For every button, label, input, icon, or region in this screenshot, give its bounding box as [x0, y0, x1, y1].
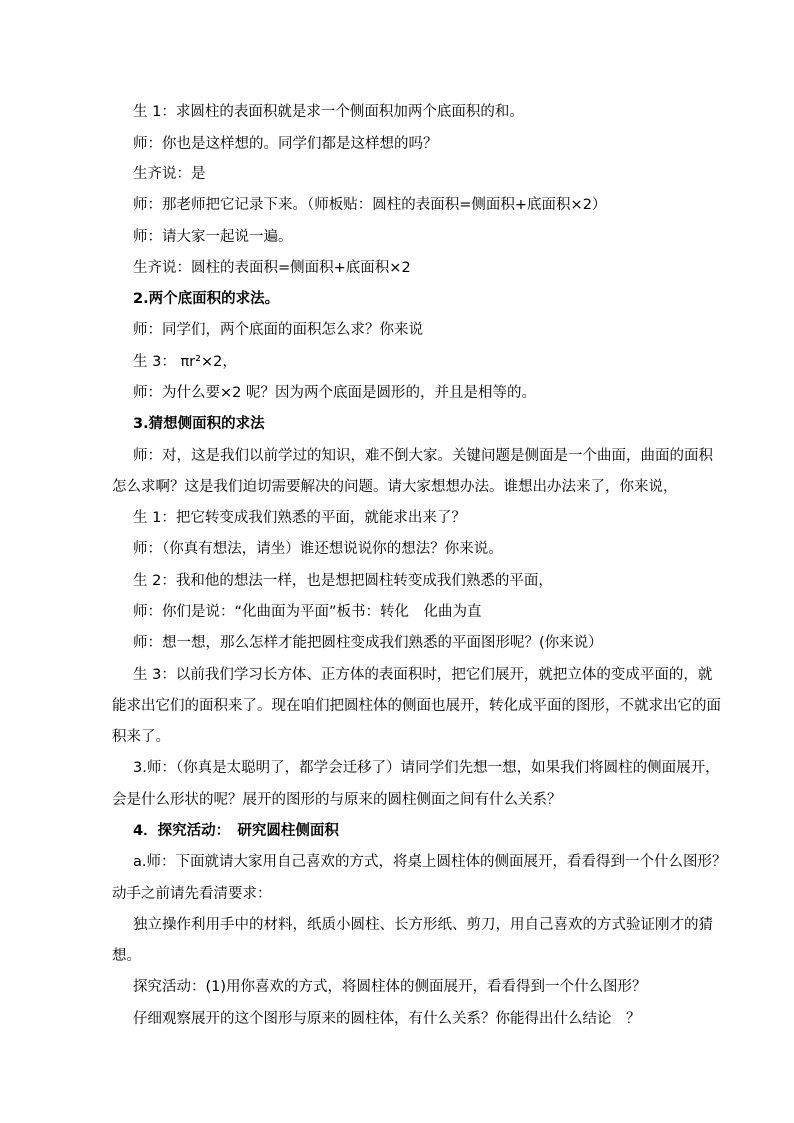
dialogue-line: 师：（你真有想法，请坐）谁还想说说你的想法？你来说。	[133, 541, 503, 557]
paragraph-line: 3.师：（你真是太聪明了，都学会迁移了）请同学们先想一想，如果我们将圆柱的侧面展开，	[133, 760, 720, 776]
paragraph-line: 会是什么形状的呢？展开的图形的与原来的圆柱侧面之间有什么关系？	[112, 792, 562, 808]
dialogue-line: 生 2：我和他的想法一样，也是想把圆柱转变成我们熟悉的平面，	[133, 573, 553, 589]
dialogue-line: 生齐说：圆柱的表面积=侧面积+底面积×2	[133, 260, 411, 276]
section-heading: 2.两个底面积的求法。	[133, 291, 280, 307]
dialogue-line: 生 1：求圆柱的表面积就是求一个侧面积加两个底面积的和。	[133, 104, 524, 120]
dialogue-line: 师：你也是这样想的。同学们都是这样想的吗？	[133, 136, 438, 152]
paragraph-line: 怎么求啊？这是我们迫切需要解决的问题。请大家想想办法。谁想出办法来了，你来说，	[112, 479, 678, 495]
paragraph-line: 师：对，这是我们以前学过的知识，难不倒大家。关键问题是侧面是一个曲面，曲面的面积	[133, 448, 713, 464]
section-heading: 3.猜想侧面积的求法	[133, 416, 265, 432]
dialogue-line: 生 3： πr²×2，	[133, 354, 237, 370]
dialogue-line: 师：那老师把它记录下来。（师板贴：圆柱的表面积=侧面积+底面积×2）	[133, 197, 607, 213]
paragraph-line: 独立操作利用手中的材料，纸质小圆柱、长方形纸、剪刀，用自己喜欢的方式验证刚才的猜	[133, 917, 713, 933]
paragraph-line: 生 3：以前我们学习长方体、正方体的表面积时，把它们展开，就把立体的变成平面的，就	[133, 667, 713, 683]
dialogue-line: 师：请大家一起说一遍。	[133, 229, 293, 245]
dialogue-line: 生 1：把它转变成我们熟悉的平面，就能求出来了？	[133, 510, 466, 526]
paragraph-line: 动手之前请先看清要求：	[112, 886, 272, 902]
paragraph-line: 积来了。	[112, 729, 170, 745]
paragraph-line: 想。	[112, 948, 141, 964]
paragraph-line: 探究活动：(1)用你喜欢的方式，将圆柱体的侧面展开，看看得到一个什么图形？	[133, 979, 647, 995]
paragraph-line: 能求出它们的面积来了。现在咱们把圆柱体的侧面也展开，转化成平面的图形，不就求出它的面	[112, 698, 721, 714]
dialogue-line: 师：同学们，两个底面的面积怎么求？你来说	[133, 322, 423, 338]
dialogue-line: 师：想一想，那么怎样才能把圆柱变成我们熟悉的平面图形呢？(你来说）	[133, 635, 603, 651]
dialogue-line: 生齐说：是	[133, 166, 206, 182]
paragraph-line: 仔细观察展开的这个图形与原来的圆柱体，有什么关系？你能得出什么结论 ？	[133, 1011, 641, 1027]
paragraph-line: a.师：下面就请大家用自己喜欢的方式，将桌上圆柱体的侧面展开，看看得到一个什么图形？	[133, 854, 727, 870]
section-heading: 4．探究活动： 研究圆柱侧面积	[133, 823, 339, 839]
dialogue-line: 师：为什么要×2 呢？因为两个底面是圆形的，并且是相等的。	[133, 385, 536, 401]
dialogue-line: 师：你们是说：“化曲面为平面”板书：转化 化曲为直	[133, 604, 482, 620]
